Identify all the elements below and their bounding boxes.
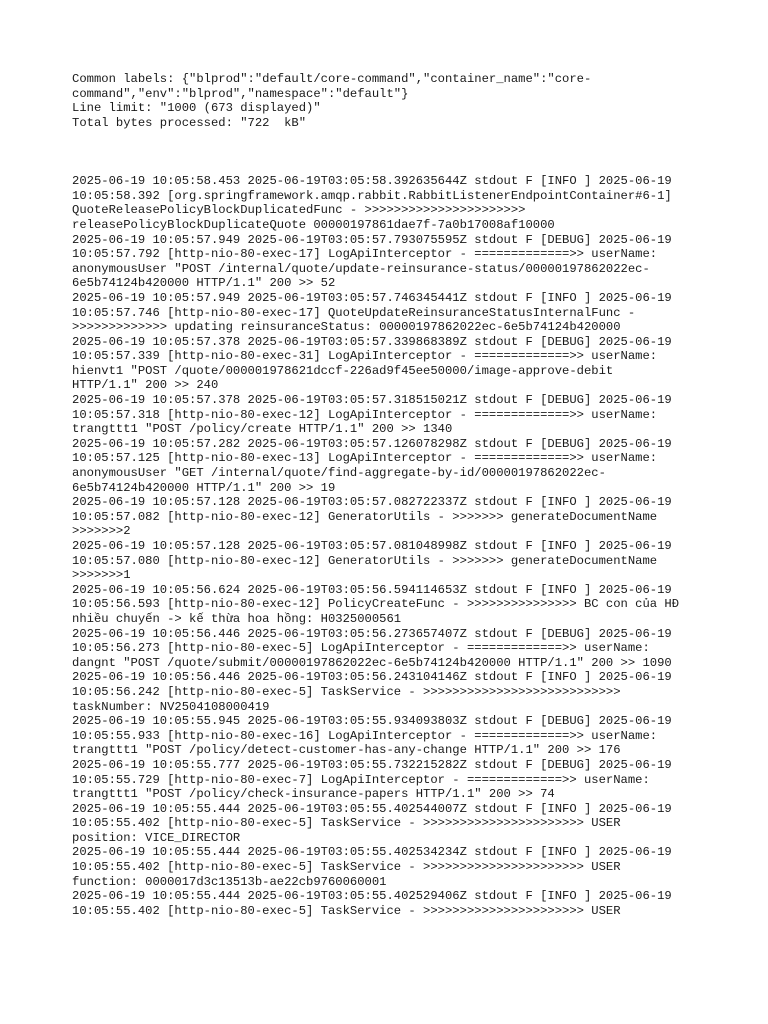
- log-line: 10:05:56.593 [http-nio-80-exec-12] PolicyCreateFunc - >>>>>>>>>>>>>>> BC con của HĐ: [72, 597, 680, 612]
- log-line: 2025-06-19 10:05:57.128 2025-06-19T03:05:57.081048998Z stdout F [INFO ] 2025-06-19: [72, 539, 672, 554]
- log-line: 10:05:55.729 [http-nio-80-exec-7] LogApiInterceptor - =============>> userName:: [72, 772, 650, 787]
- log-line: dangnt "POST /quote/submit/00000197862022ec-6e5b74124b420000 HTTP/1.1" 200 >> 1090: [72, 655, 672, 670]
- log-line: 2025-06-19 10:05:55.444 2025-06-19T03:05:55.402529406Z stdout F [INFO ] 2025-06-19: [72, 889, 672, 904]
- log-line: 10:05:55.933 [http-nio-80-exec-16] LogApiInterceptor - =============>> userName:: [72, 728, 658, 743]
- log-line: 10:05:57.080 [http-nio-80-exec-12] GeneratorUtils - >>>>>>> generateDocumentName: [72, 553, 658, 568]
- log-line: 2025-06-19 10:05:57.128 2025-06-19T03:05:57.082722337Z stdout F [INFO ] 2025-06-19: [72, 495, 672, 510]
- log-line: trangttt1 "POST /policy/create HTTP/1.1" 200 >> 1340: [72, 422, 453, 437]
- header-block: [72, 72, 712, 130]
- log-line: position: VICE_DIRECTOR: [72, 830, 241, 845]
- log-line: anonymousUser "POST /internal/quote/update-reinsurance-status/00000197862022ec-: [72, 261, 650, 276]
- log-line: 2025-06-19 10:05:56.624 2025-06-19T03:05:56.594114653Z stdout F [INFO ] 2025-06-19: [72, 582, 672, 597]
- log-line: 10:05:57.082 [http-nio-80-exec-12] GeneratorUtils - >>>>>>> generateDocumentName: [72, 509, 658, 524]
- log-line: 10:05:57.125 [http-nio-80-exec-13] LogApiInterceptor - =============>> userName:: [72, 451, 658, 466]
- common-labels-line-2: command","env":"blprod","namespace":"default"}: [72, 86, 409, 101]
- line-limit-line: Line limit: "1000 (673 displayed)": [72, 101, 321, 116]
- log-line: 2025-06-19 10:05:57.949 2025-06-19T03:05:57.746345441Z stdout F [INFO ] 2025-06-19: [72, 290, 672, 305]
- log-line: HTTP/1.1" 200 >> 240: [72, 378, 219, 393]
- log-line: trangttt1 "POST /policy/detect-customer-has-any-change HTTP/1.1" 200 >> 176: [72, 743, 621, 758]
- log-line: 2025-06-19 10:05:57.378 2025-06-19T03:05:57.318515021Z stdout F [DEBUG] 2025-06-19: [72, 393, 672, 408]
- log-line: 6e5b74124b420000 HTTP/1.1" 200 >> 52: [72, 276, 336, 291]
- spacer: [72, 130, 712, 174]
- log-line: anonymousUser "GET /internal/quote/find-aggregate-by-id/00000197862022ec-: [72, 466, 606, 481]
- log-line: trangttt1 "POST /policy/check-insurance-papers HTTP/1.1" 200 >> 74: [72, 787, 555, 802]
- log-line: 2025-06-19 10:05:56.446 2025-06-19T03:05:56.273657407Z stdout F [DEBUG] 2025-06-19: [72, 626, 672, 641]
- log-line: 10:05:56.242 [http-nio-80-exec-5] TaskService - >>>>>>>>>>>>>>>>>>>>>>>>>>>: [72, 684, 621, 699]
- log-line: 10:05:55.402 [http-nio-80-exec-5] TaskService - >>>>>>>>>>>>>>>>>>>>>> USER: [72, 816, 621, 831]
- log-line: 2025-06-19 10:05:55.777 2025-06-19T03:05:55.732215282Z stdout F [DEBUG] 2025-06-19: [72, 757, 672, 772]
- common-labels-line-1: Common labels: {"blprod":"default/core-command","container_name":"core-: [72, 72, 592, 86]
- log-line: 6e5b74124b420000 HTTP/1.1" 200 >> 19: [72, 480, 336, 495]
- log-line: 2025-06-19 10:05:55.945 2025-06-19T03:05:55.934093803Z stdout F [DEBUG] 2025-06-19: [72, 714, 672, 729]
- log-document: [72, 72, 712, 918]
- log-line: 2025-06-19 10:05:56.446 2025-06-19T03:05:56.243104146Z stdout F [INFO ] 2025-06-19: [72, 670, 672, 685]
- log-line: 10:05:58.392 [org.springframework.amqp.rabbit.RabbitListenerEndpointContainer#6-1]: [72, 188, 672, 203]
- log-line: 2025-06-19 10:05:58.453 2025-06-19T03:05:58.392635644Z stdout F [INFO ] 2025-06-19: [72, 174, 672, 189]
- log-line: 2025-06-19 10:05:55.444 2025-06-19T03:05:55.402534234Z stdout F [INFO ] 2025-06-19: [72, 845, 672, 860]
- log-line: >>>>>>>1: [72, 568, 131, 583]
- total-bytes-line: Total bytes processed: "722 kB": [72, 115, 307, 130]
- log-line: 10:05:57.792 [http-nio-80-exec-17] LogApiInterceptor - =============>> userName:: [72, 247, 658, 262]
- log-line: 10:05:57.318 [http-nio-80-exec-12] LogApiInterceptor - =============>> userName:: [72, 407, 658, 422]
- log-line: 2025-06-19 10:05:55.444 2025-06-19T03:05:55.402544007Z stdout F [INFO ] 2025-06-19: [72, 801, 672, 816]
- log-line: 10:05:55.402 [http-nio-80-exec-5] TaskService - >>>>>>>>>>>>>>>>>>>>>> USER: [72, 903, 621, 918]
- log-line: releasePolicyBlockDuplicateQuote 00000197861dae7f-7a0b17008af10000: [72, 217, 555, 232]
- log-line: 10:05:55.402 [http-nio-80-exec-5] TaskService - >>>>>>>>>>>>>>>>>>>>>> USER: [72, 860, 621, 875]
- log-line: 10:05:57.339 [http-nio-80-exec-31] LogApiInterceptor - =============>> userName:: [72, 349, 658, 364]
- log-line: hienvt1 "POST /quote/000001978621dccf-226ad9f45ee50000/image-approve-debit: [72, 363, 614, 378]
- log-line: 10:05:57.746 [http-nio-80-exec-17] QuoteUpdateReinsuranceStatusInternalFunc -: [72, 305, 636, 320]
- log-line: nhiều chuyến -> kế thừa hoa hồng: H0325000561: [72, 611, 402, 626]
- log-line: 2025-06-19 10:05:57.949 2025-06-19T03:05:57.793075595Z stdout F [DEBUG] 2025-06-19: [72, 232, 672, 247]
- log-line: >>>>>>>>>>>>> updating reinsuranceStatus: 00000197862022ec-6e5b74124b420000: [72, 320, 621, 335]
- log-line: taskNumber: NV2504108000419: [72, 699, 270, 714]
- log-lines: [72, 174, 712, 918]
- log-line: 2025-06-19 10:05:57.378 2025-06-19T03:05:57.339868389Z stdout F [DEBUG] 2025-06-19: [72, 334, 672, 349]
- log-line: >>>>>>>2: [72, 524, 131, 539]
- log-line: 10:05:56.273 [http-nio-80-exec-5] LogApiInterceptor - =============>> userName:: [72, 641, 650, 656]
- log-line: QuoteReleasePolicyBlockDuplicatedFunc - >>>>>>>>>>>>>>>>>>>>>>: [72, 203, 526, 218]
- log-line: 2025-06-19 10:05:57.282 2025-06-19T03:05:57.126078298Z stdout F [DEBUG] 2025-06-19: [72, 436, 672, 451]
- log-line: function: 0000017d3c13513b-ae22cb9760060001: [72, 874, 387, 889]
